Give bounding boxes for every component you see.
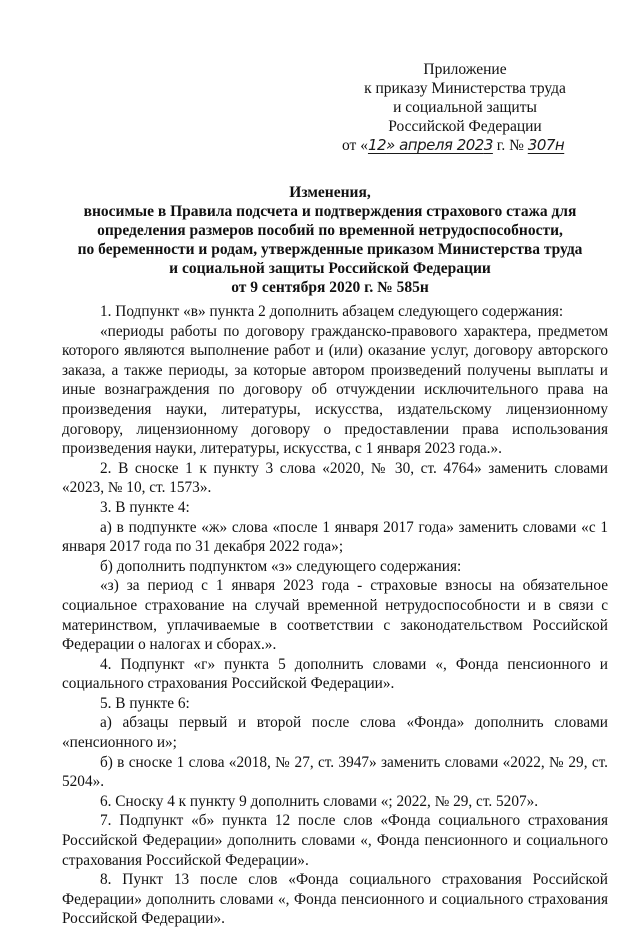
title-line-2: вносимые в Правила подсчета и подтверждения страхового стажа для	[83, 203, 577, 220]
document-title	[40, 183, 620, 297]
title-line-6: от 9 сентября 2020 г. № 585н	[231, 279, 429, 296]
handwritten-month: » апреля 202	[386, 136, 484, 154]
paragraph-3a: а) в подпункте «ж» слова «после 1 января 2017 года» заменить словами «с 1 января 2017 года по 31 декабря 2022 года»;	[62, 518, 608, 556]
paragraph-5a: а) абзацы первый и второй после слова «Фонда» дополнить словами «пенсионного и»;	[62, 714, 608, 752]
title-line-5: и социальной защиты Российской Федерации	[169, 260, 491, 277]
paragraph-1-quote: «периоды работы по договору гражданско-правового характера, предметом которого являются выполнение работ и (или) оказание услуг, договору авторского заказа, а также периоды, за которые автором произведений получены выплаты и иные вознаграждения по договору об отчуждении исключительного права на произведения науки, литературы, искусства, издательскому лицензионному договору, лицензионному договору о предоставлении права использования произведения науки, литературы, искусства, с 1 января 2023 года.».	[62, 322, 608, 458]
date-prefix: от «	[342, 137, 368, 154]
title-line-3: определения размеров пособий по временной нетрудоспособности,	[97, 222, 563, 239]
title-line-4: по беременности и родам, утвержденные приказом Министерства труда	[77, 241, 583, 258]
handwritten-year-digit: 3	[483, 136, 493, 154]
handwritten-order-number: 307н	[527, 136, 565, 154]
paragraph-3b: б) дополнить подпунктом «з» следующего содержания:	[100, 557, 462, 575]
approval-stamp-block	[340, 60, 590, 155]
paragraph-6: 6. Сноску 4 к пункту 9 дополнить словами «; 2022, № 29, ст. 5207».	[100, 792, 539, 810]
paragraph-3: 3. В пункте 4:	[100, 498, 190, 516]
approval-country-line: Российской Федерации	[388, 118, 542, 135]
paragraph-5b: б) в сноске 1 слова «2018, № 27, ст. 3947» заменить словами «2022, № 29, ст. 5204».	[62, 753, 608, 791]
paragraph-3b-quote: «з) за период с 1 января 2023 года - страховые взносы на обязательное социальное страхование на случай временной нетрудоспособности и в связи с материнством, уплачиваемые в соответствии с законодательством Российской Федерации о налогах и сборах.».	[62, 577, 608, 654]
document-body	[62, 302, 608, 929]
approval-heading: Приложение	[423, 61, 507, 78]
title-line-1: Изменения,	[289, 184, 371, 201]
approval-date-line	[340, 136, 590, 155]
paragraph-7: 7. Подпункт «б» пункта 12 после слов «Фонда социального страхования Российской Федерации» дополнить словами «, Фонда пенсионного и социального страхования Российской Федерации».	[62, 812, 608, 869]
paragraph-2: 2. В сноске 1 к пункту 3 слова «2020, № 30, ст. 4764» заменить словами «2023, № 10, ст. 1573».	[62, 459, 608, 497]
approval-ministry-line: и социальной защиты	[393, 99, 537, 116]
paragraph-8: 8. Пункт 13 после слов «Фонда социального страхования Российской Федерации» дополнить словами «, Фонда пенсионного и социального страхования Российской Федерации».	[62, 871, 608, 928]
paragraph-4: 4. Подпункт «г» пункта 5 дополнить словами «, Фонда пенсионного и социального страхования Российской Федерации».	[62, 655, 608, 693]
date-suffix: г. №	[492, 137, 524, 154]
paragraph-1: 1. Подпункт «в» пункта 2 дополнить абзацем следующего содержания:	[100, 303, 564, 320]
approval-order-line: к приказу Министерства труда	[364, 80, 566, 97]
handwritten-day: 12	[367, 136, 387, 154]
paragraph-5: 5. В пункте 6:	[100, 694, 190, 712]
